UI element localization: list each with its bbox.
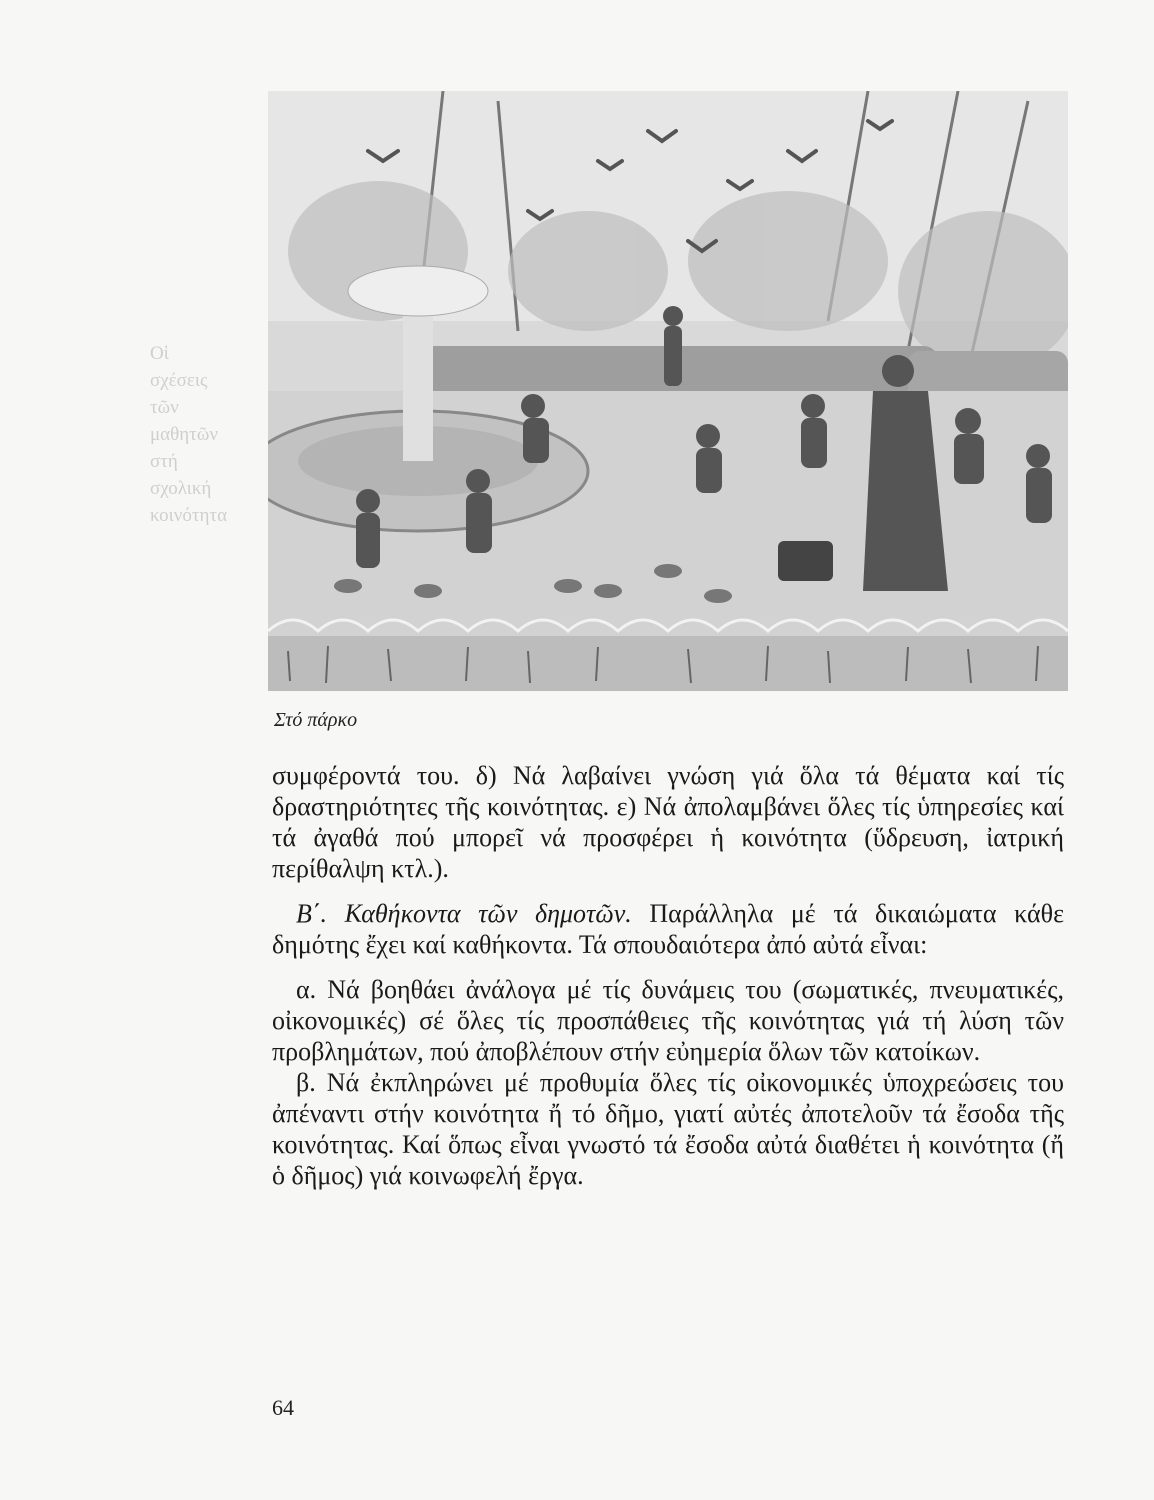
park-scene-drawing	[268, 91, 1068, 691]
margin-note-line: μαθητῶν	[150, 424, 218, 445]
paragraph-duties-text: Παράλληλα μέ τά δικαιώματα κάθε δημότης ἔχει καί καθήκοντα. Τά σπουδαιότερα ἀπό αὐτά εἶναι:	[272, 899, 1064, 959]
margin-note-line: Οἱ	[150, 343, 169, 364]
illustration-caption: Στό πάρκο	[274, 709, 358, 731]
margin-note-bleedthrough	[150, 340, 260, 529]
section-heading-duties: Β΄. Καθήκοντα τῶν δημοτῶν.	[296, 899, 632, 928]
margin-note-line: τῶν	[150, 397, 179, 418]
margin-note-line: σχέσεις	[150, 370, 208, 391]
margin-note-line: στή	[150, 451, 178, 472]
park-illustration	[268, 91, 1068, 691]
margin-note-line: κοινότητα	[150, 505, 228, 526]
list-item-a: α. Νά βοηθάει ἀνάλογα μέ τίς δυνάμεις του (σωματικές, πνευματικές, οἰκονομικές) σέ ὅλες τίς προσπάθειες τῆς κοινότητας γιά τή λύση τῶν προβλημάτων, πού ἀποβλέπουν στήν εὐημερία ὅλων τῶν κατοίκων.	[272, 975, 1064, 1066]
body-text	[272, 760, 1064, 1191]
margin-note-line: σχολική	[150, 478, 212, 499]
list-item-b: β. Νά ἐκπληρώνει μέ προθυμία ὅλες τίς οἰκονομικές ὑποχρεώσεις του ἀπέναντι στήν κοινότητα ἤ τό δῆμο, γιατί αὐτές ἀποτελοῦν τά ἔσοδα τῆς κοινότητας. Καί ὅπως εἶναι γνωστό τά ἔσοδα αὐτά διαθέτει ἡ κοινότητα (ἤ ὁ δῆμος) γιά κοινωφελή ἔργα.	[272, 1068, 1064, 1190]
paragraph-rights-continued: συμφέροντά του. δ) Νά λαβαίνει γνώση γιά ὅλα τά θέματα καί τίς δραστηριότητες τῆς κοινότητας. ε) Νά ἀπολαμβάνει ὅλες τίς ὑπηρεσίες καί τά ἀγαθά πού μπορεῖ νά προσφέρει ἡ κοινότητα (ὕδρευση, ἰατρική περίθαλψη κτλ.).	[272, 761, 1064, 883]
page-number: 64	[272, 1395, 294, 1420]
paragraph-duties	[272, 898, 1064, 960]
